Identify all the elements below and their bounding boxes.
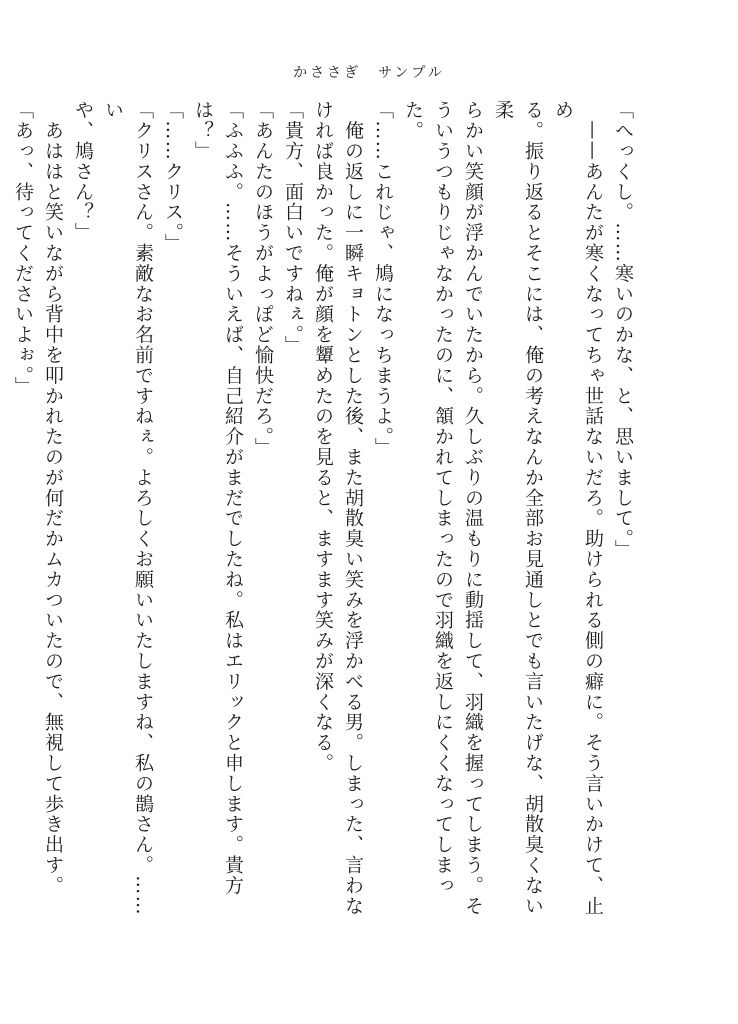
text-line: ければ良かった。俺が顔を顰めたのを見ると、ますます笑みが深くなる。 — [312, 100, 334, 774]
text-line: 「へっくし。……寒いのかな、と、思いまして。」 — [612, 100, 634, 560]
text-line: 「あっ、待ってくださいよぉ。」 — [12, 100, 34, 397]
text-line: 「ふふふ。……そういえば、自己紹介がまだでしたね。私はエリックと申します。貴方は？」 — [192, 100, 244, 896]
text-line: らかい笑顔が浮かんでいたから。久しぶりの温もりに動揺して、羽織を握ってしまう。そ — [462, 100, 484, 916]
vertical-text-body — [12, 100, 638, 930]
text-line: ——あんたが寒くなってちゃ世話ないだろ。助けられる側の癖に。そう言いかけて、止め — [552, 100, 604, 916]
text-line: る。振り返るとそこには、俺の考えなんか全部お見通しとでも言いたげな、胡散臭くない柔 — [492, 100, 544, 916]
text-line: 「……クリス。」 — [162, 100, 184, 254]
text-line: ういうつもりじゃなかったのに、頷かれてしまったので羽織を返しにくくなってしまった。 — [402, 100, 454, 896]
text-line: 「貴方、面白いですねぇ。」 — [282, 100, 304, 356]
text-line: や、鳩さん？」 — [72, 100, 94, 243]
text-line: 俺の返しに一瞬キョトンとした後、また胡散臭い笑みを浮かべる男。しまった、言わな — [342, 100, 364, 916]
text-line: あははと笑いながら背中を叩かれたのが何だかムカついたので、無視して歩き出す。 — [42, 100, 64, 896]
text-line: 「あんたのほうがよっぽど愉快だろ。」 — [252, 100, 274, 458]
text-line: 「……これじゃ、鳩になっちまうよ。」 — [372, 100, 394, 458]
running-head: かささぎ サンプル — [293, 65, 445, 81]
text-line: 「クリスさん。素敵なお名前ですねぇ。よろしくお願いいたしますね、私の鵲さん。……い — [102, 100, 154, 916]
